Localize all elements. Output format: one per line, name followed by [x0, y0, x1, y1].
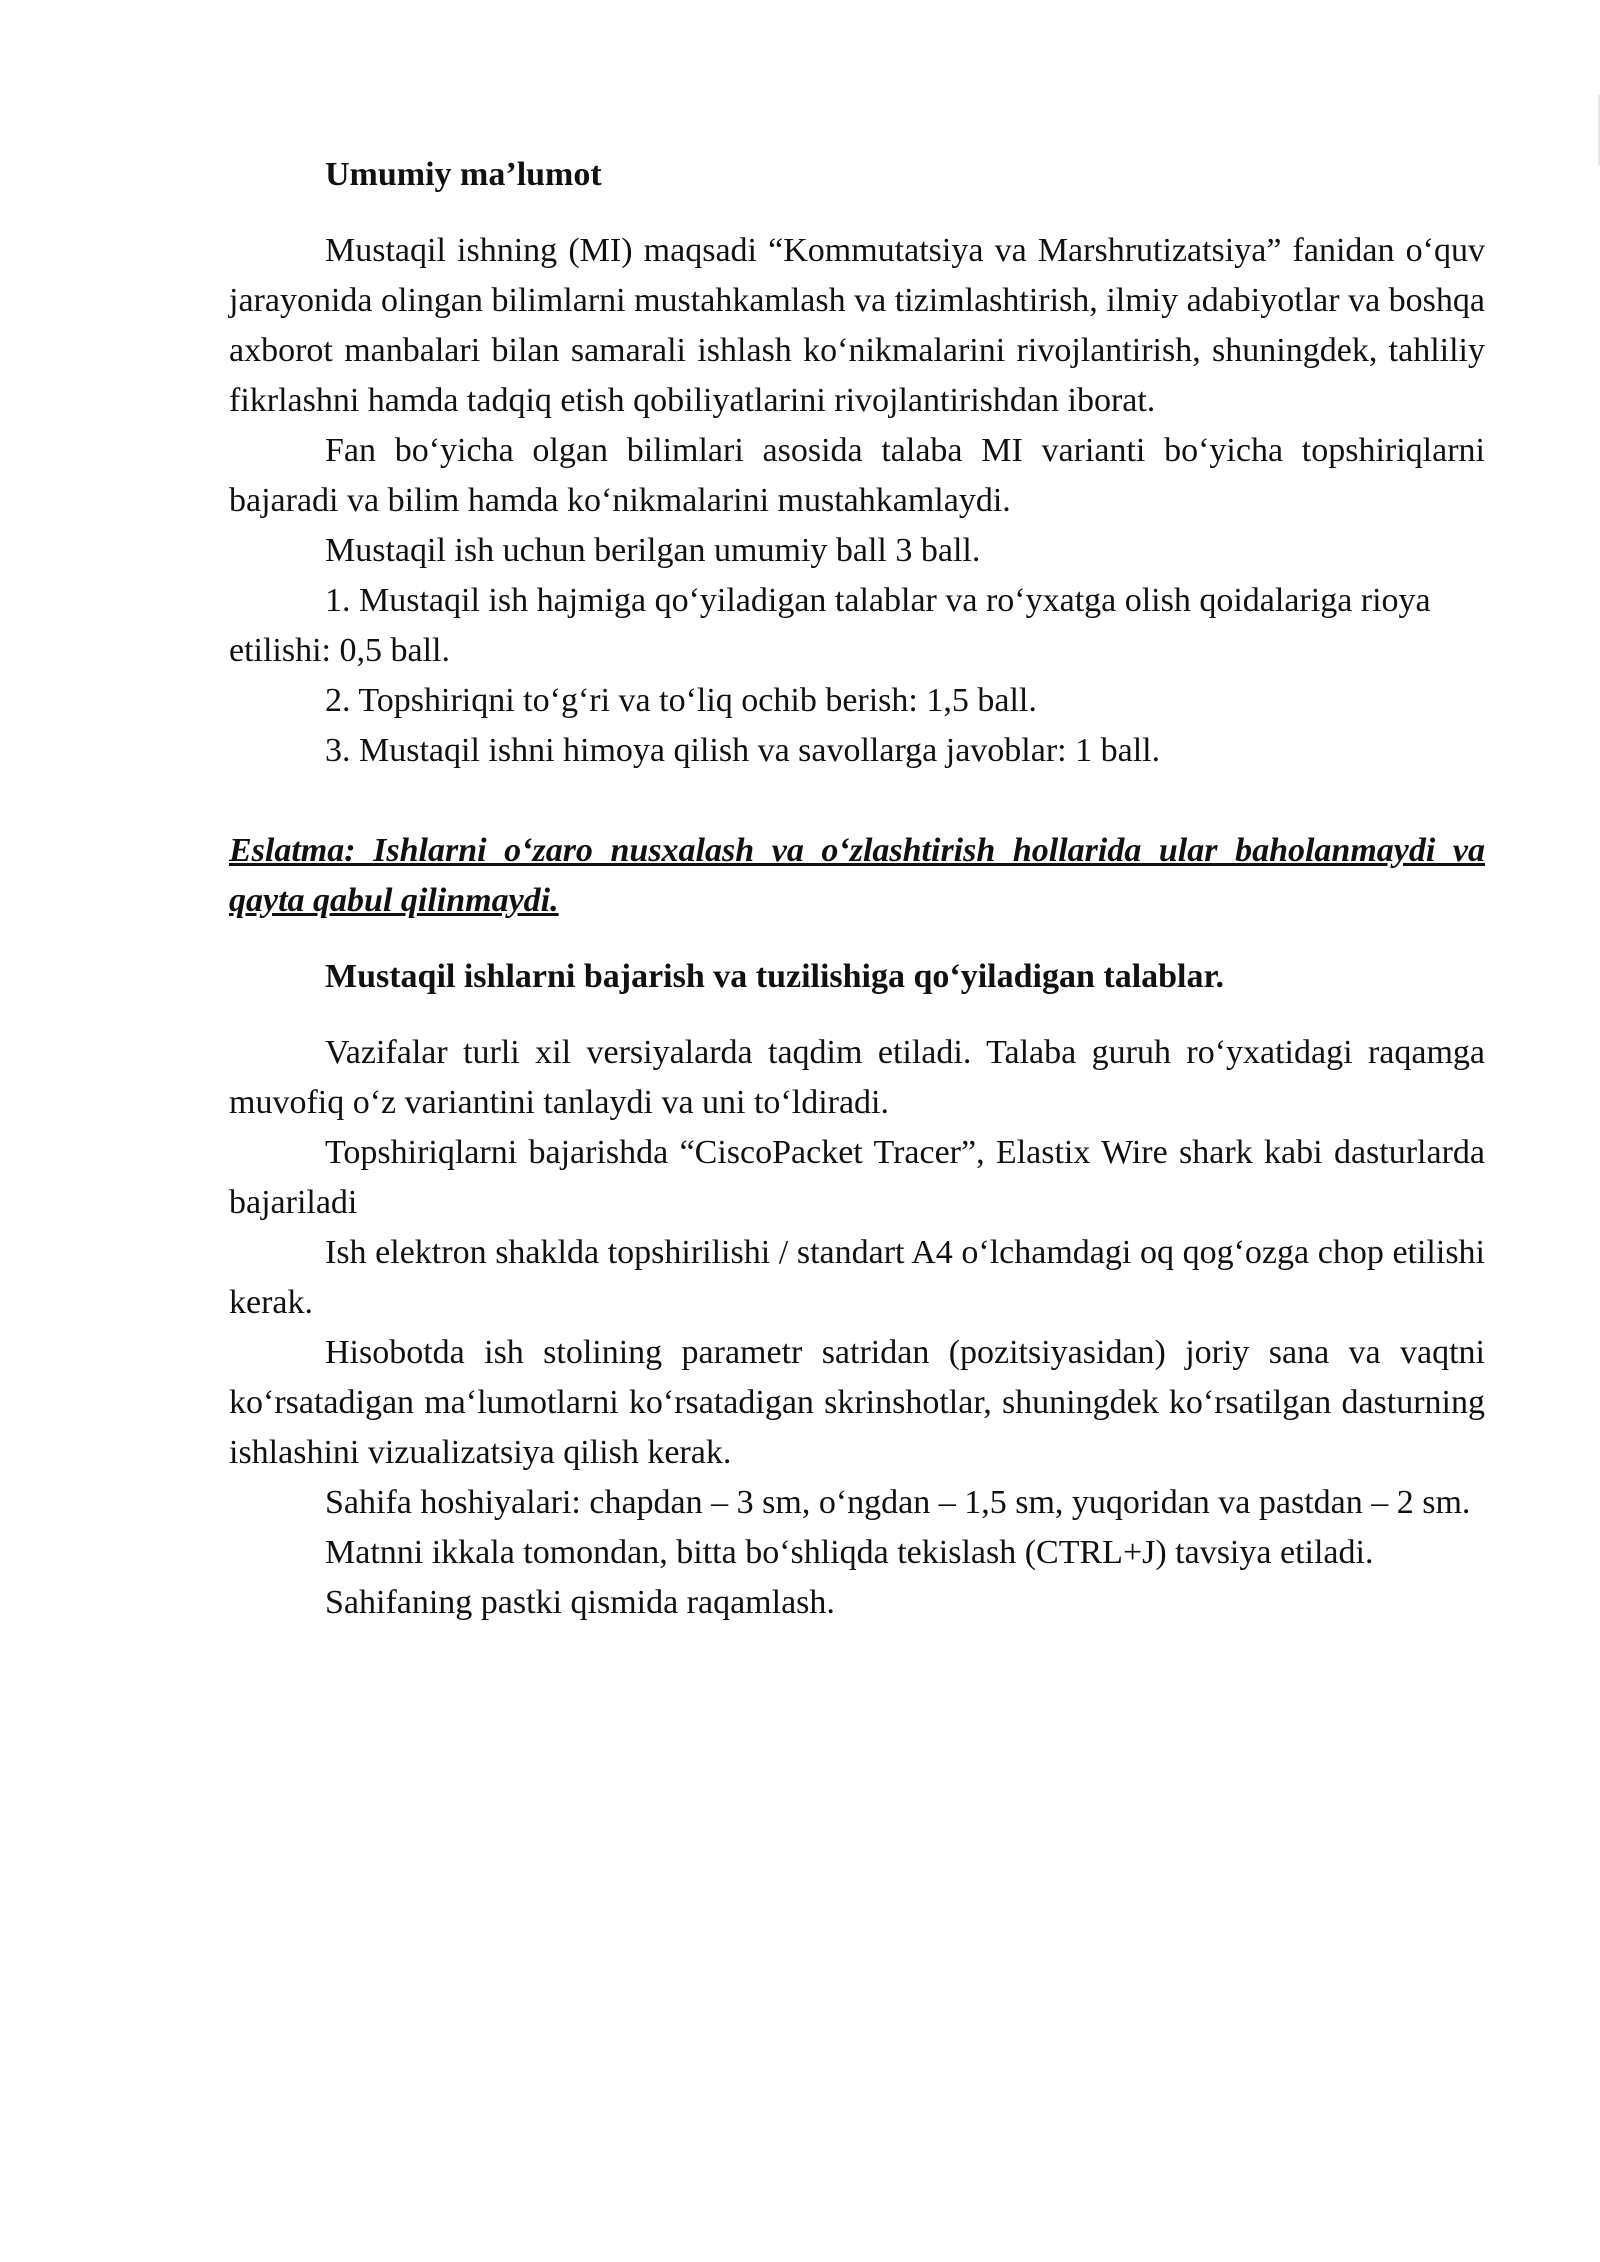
document-content	[229, 150, 1485, 1628]
list-item-3: 3. Mustaqil ishni himoya qilish va savollarga javoblar: 1 ball.	[325, 732, 1161, 769]
note-warning: Eslatma: Ishlarni o‘zaro nusxalash va o‘zlashtirish hollarida ular baholanmaydi va qayta qabul qilinmaydi.	[229, 832, 1485, 919]
paragraph-software: Topshiriqlarni bajarishda “CiscoPacket Tracer”, Elastix Wire shark kabi dasturlarda bajariladi	[229, 1134, 1485, 1221]
paragraph-purpose: Mustaqil ishning (MI) maqsadi “Kommutatsiya va Marshrutizatsiya” fanidan o‘quv jarayonida olingan bilimlarni mustahkamlash va tizimlashtirish, ilmiy adabiyotlar va boshqa axborot manbalari bilan samarali ishlash ko‘nikmalarini rivojlantirish, shuningdek, tahliliy fikrlashni hamda tadqiq etish qobiliyatlarini rivojlantirishdan iborat.	[229, 232, 1485, 419]
paragraph-page-numbering: Sahifaning pastki qismida raqamlash.	[325, 1584, 835, 1621]
paragraph-format: Ish elektron shaklda topshirilishi / standart A4 o‘lchamdagi oq qog‘ozga chop etilishi kerak.	[229, 1234, 1485, 1321]
list-item-1: 1. Mustaqil ish hajmiga qo‘yiladigan talablar va ro‘yxatga olish qoidalariga rioya etilishi: 0,5 ball.	[229, 582, 1431, 669]
section-title-general: Umumiy ma’lumot	[325, 156, 602, 193]
paragraph-alignment: Matnni ikkala tomondan, bitta bo‘shliqda tekislash (CTRL+J) tavsiya etiladi.	[325, 1534, 1374, 1571]
paragraph-screenshots: Hisobotda ish stolining parametr satridan (pozitsiyasidan) joriy sana va vaqtni ko‘rsatadigan ma‘lumotlarni ko‘rsatadigan skrinshotlar, shuningdek ko‘rsatilgan dasturning ishlashini vizualizatsiya qilish kerak.	[229, 1334, 1485, 1471]
paragraph-versions: Vazifalar turli xil versiyalarda taqdim etiladi. Talaba guruh ro‘yxatidagi raqamga muvofiq o‘z variantini tanlaydi va uni to‘ldiradi.	[229, 1034, 1485, 1121]
list-item-2: 2. Topshiriqni to‘g‘ri va to‘liq ochib berish: 1,5 ball.	[325, 682, 1037, 719]
paragraph-margins: Sahifa hoshiyalari: chapdan – 3 sm, o‘ngdan – 1,5 sm, yuqoridan va pastdan – 2 sm.	[325, 1484, 1471, 1521]
paragraph-knowledge: Fan bo‘yicha olgan bilimlari asosida talaba MI varianti bo‘yicha topshiriqlarni bajaradi va bilim hamda ko‘nikmalarini mustahkamlaydi.	[229, 432, 1485, 519]
paragraph-total-score: Mustaqil ish uchun berilgan umumiy ball 3 ball.	[325, 532, 981, 569]
section-title-requirements: Mustaqil ishlarni bajarish va tuzilishiga qo‘yiladigan talablar.	[325, 958, 1224, 995]
blank-line	[229, 776, 1485, 826]
